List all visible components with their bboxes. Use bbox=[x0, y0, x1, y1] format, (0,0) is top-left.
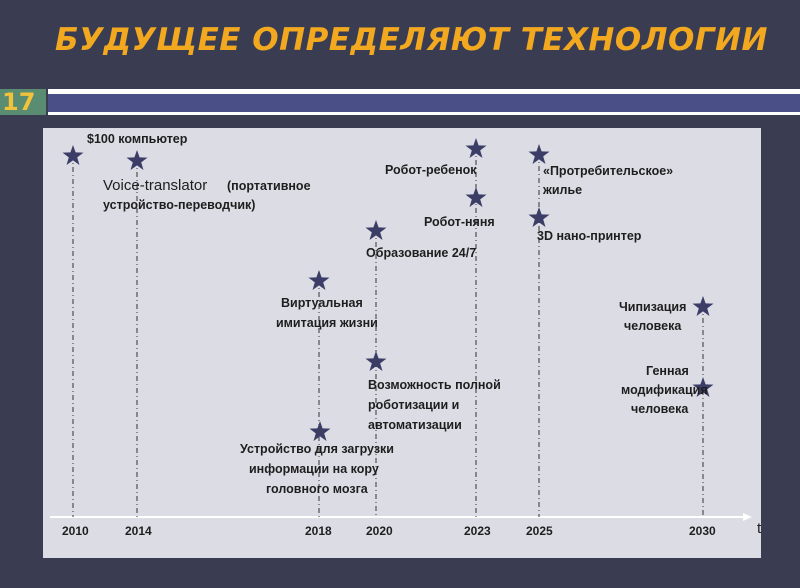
event-label-2030-chip: Чипизация bbox=[619, 300, 687, 314]
event-star-2025-housing bbox=[529, 144, 550, 164]
event-label-2018-virtual: имитация жизни bbox=[276, 316, 378, 330]
year-label: 2025 bbox=[526, 524, 553, 538]
event-label-2010: $100 компьютер bbox=[87, 132, 188, 146]
event-star-2023-robot-child bbox=[466, 138, 487, 158]
event-label-2014: Voice-translator bbox=[103, 177, 208, 194]
event-label-2030-gene: Генная bbox=[646, 364, 689, 378]
year-label: 2020 bbox=[366, 524, 393, 538]
event-star-2018-virtual bbox=[309, 270, 330, 290]
event-label-2020-robotization: Возможность полной bbox=[368, 378, 501, 392]
event-label-2020-education: Образование 24/7 bbox=[366, 246, 477, 260]
year-label: 2010 bbox=[62, 524, 89, 538]
year-label: 2030 bbox=[689, 524, 716, 538]
event-label-2018-virtual: Виртуальная bbox=[281, 296, 363, 310]
event-label-2018-brain: головного мозга bbox=[266, 482, 368, 496]
event-star-2014 bbox=[127, 150, 148, 170]
event-label-2030-gene: модификация bbox=[621, 383, 708, 397]
event-label-2014: (портативное bbox=[227, 179, 311, 193]
event-star-2020-education bbox=[366, 220, 387, 240]
event-star-2018-brain bbox=[310, 421, 331, 441]
event-star-2025-printer bbox=[529, 207, 550, 227]
event-label-2025-printer: 3D нано-принтер bbox=[537, 229, 642, 243]
year-label: 2018 bbox=[305, 524, 332, 538]
event-star-2020-robotization bbox=[366, 351, 387, 371]
event-star-2030-chip bbox=[693, 296, 714, 316]
year-label: 2023 bbox=[464, 524, 491, 538]
event-label-2018-brain: Устройство для загрузки bbox=[240, 442, 394, 456]
time-axis-label: t bbox=[757, 520, 762, 537]
time-axis-arrow bbox=[743, 513, 752, 521]
event-label-2030-gene: человека bbox=[631, 402, 689, 416]
event-label-2020-robotization: автоматизации bbox=[368, 418, 462, 432]
event-label-2014: устройство-переводчик) bbox=[103, 198, 256, 212]
event-label-2025-housing: жилье bbox=[543, 183, 583, 197]
event-label-2018-brain: информации на кору bbox=[249, 462, 379, 476]
event-label-2020-robotization: роботизации и bbox=[368, 398, 460, 412]
event-label-2023-robot-nanny: Робот-няня bbox=[424, 215, 495, 229]
year-label: 2014 bbox=[125, 524, 152, 538]
event-label-2023-robot-child: Робот-ребенок bbox=[385, 163, 477, 177]
event-star-2010 bbox=[63, 145, 84, 165]
event-label-2030-chip: человека bbox=[624, 319, 682, 333]
slide-title: БУДУЩЕЕ ОПРЕДЕЛЯЮТ ТЕХНОЛОГИИ bbox=[55, 22, 768, 58]
slide-number: 17 bbox=[2, 88, 36, 116]
event-label-2025-housing: «Протребительское» bbox=[543, 164, 674, 178]
